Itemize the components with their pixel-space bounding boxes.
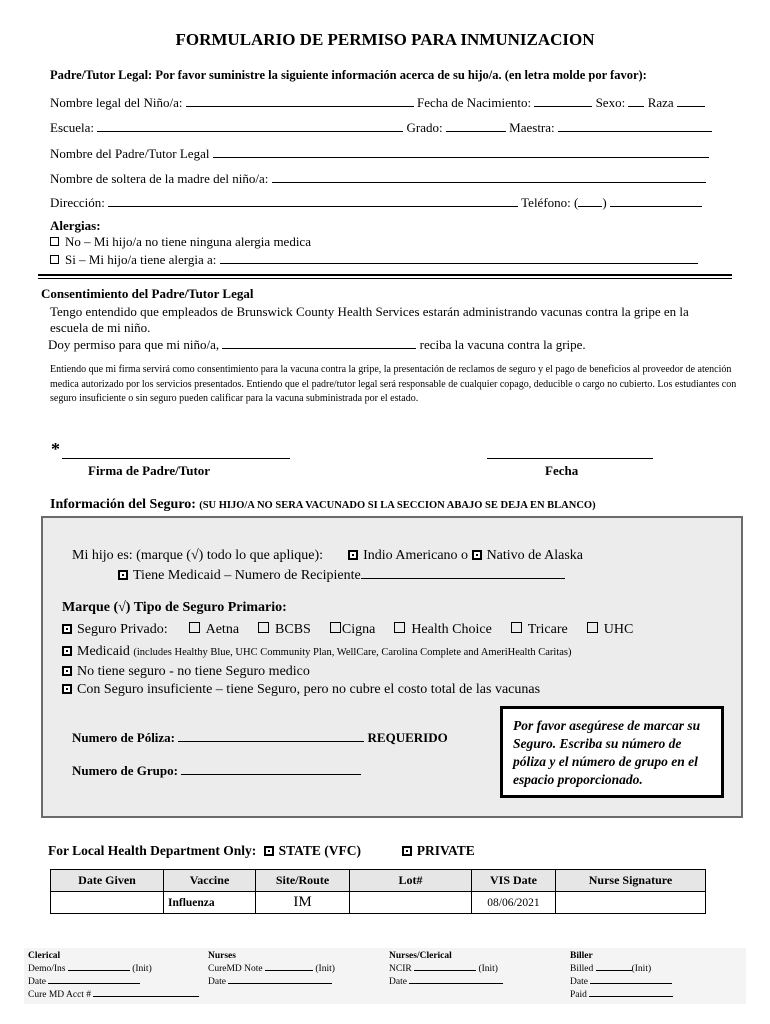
policy-label: Numero de Póliza: bbox=[72, 730, 176, 745]
clerical-acct-field[interactable] bbox=[93, 988, 199, 997]
insurance-warning: (SU HIJO/A NO SERA VACUNADO SI LA SECCION ABAJO SE DEJA EN BLANCO) bbox=[199, 500, 596, 511]
allergy-no-checkbox[interactable] bbox=[50, 237, 59, 246]
billed-label: Billed bbox=[570, 964, 594, 974]
private-checkbox[interactable] bbox=[402, 846, 412, 856]
group-row bbox=[72, 763, 361, 779]
date-label: Fecha bbox=[545, 463, 579, 478]
nurses-clerical-title: Nurses/Clerical bbox=[389, 951, 452, 961]
signature-label: Firma de Padre/Tutor bbox=[88, 463, 211, 478]
table-row bbox=[51, 892, 706, 914]
consent-heading: Consentimiento del Padre/Tutor Legal bbox=[41, 286, 254, 301]
permission-label: Doy permiso para que mi niño/a, bbox=[48, 337, 220, 352]
nurses-date-field[interactable] bbox=[228, 975, 332, 984]
insurance-notice-box: Por favor asegúrese de marcar su Seguro. Escriba su número de póliza y el número de grupo en el espacio proporcionado. bbox=[500, 706, 724, 798]
private-label: PRIVATE bbox=[416, 843, 475, 858]
address-label: Dirección: bbox=[50, 195, 105, 210]
nurses-date-label: Date bbox=[208, 977, 226, 987]
primary-insurance-options bbox=[62, 622, 633, 638]
permission-child-name-field[interactable] bbox=[222, 337, 416, 349]
form-title: FORMULARIO DE PERMISO PARA INMUNIZACION bbox=[175, 30, 595, 49]
underinsured-checkbox[interactable] bbox=[62, 684, 72, 694]
race-label: Raza bbox=[647, 95, 674, 110]
dob-field[interactable] bbox=[534, 95, 592, 107]
dob-label: Fecha de Nacimiento: bbox=[417, 95, 532, 110]
underinsured-label: Con Seguro insuficiente – tiene Seguro, pero no cubre el costo total de las vacunas bbox=[77, 682, 541, 697]
phone-label: Teléfono: ( bbox=[521, 195, 579, 210]
uhc-checkbox[interactable] bbox=[587, 622, 598, 633]
policy-row bbox=[72, 730, 448, 746]
table-header-row bbox=[51, 870, 706, 892]
parent-name-row bbox=[50, 146, 709, 162]
office-use-footer bbox=[24, 948, 746, 1004]
cell-nurse-signature[interactable] bbox=[556, 892, 706, 914]
insurance-heading-row bbox=[50, 496, 596, 513]
clerical-acct-label: Cure MD Acct # bbox=[28, 990, 92, 1000]
cell-vis-date: 08/06/2021 bbox=[472, 892, 556, 914]
nurses-note-label: CureMD Note bbox=[208, 964, 263, 974]
parent-name-label: Nombre del Padre/Tutor Legal bbox=[50, 146, 210, 161]
race-field[interactable] bbox=[677, 95, 705, 107]
cell-date-given[interactable] bbox=[51, 892, 164, 914]
medicaid-recipient-label: Tiene Medicaid – Numero de Recipiente bbox=[133, 568, 361, 583]
permission-suffix: reciba la vacuna contra la gripe. bbox=[419, 337, 586, 352]
private-insurance-checkbox[interactable] bbox=[62, 624, 72, 634]
school-label: Escuela: bbox=[50, 120, 95, 135]
allergy-detail-field[interactable] bbox=[220, 252, 698, 264]
alaska-native-checkbox[interactable] bbox=[472, 550, 482, 560]
permission-row bbox=[48, 337, 586, 353]
phone-paren: ) bbox=[602, 195, 607, 210]
grade-label: Grado: bbox=[406, 120, 443, 135]
ethnicity-row bbox=[72, 548, 583, 564]
consent-text-line2: escuela de mi niño. bbox=[50, 320, 151, 335]
cigna-label: Cigna bbox=[341, 622, 376, 637]
allergy-no-option[interactable] bbox=[50, 234, 311, 250]
medicaid-recipient-field[interactable] bbox=[361, 566, 565, 579]
billed-field[interactable] bbox=[596, 962, 632, 971]
grade-field[interactable] bbox=[446, 120, 506, 132]
required-label: REQUERIDO bbox=[367, 730, 448, 745]
no-insurance-row bbox=[62, 664, 310, 680]
no-insurance-checkbox[interactable] bbox=[62, 666, 72, 676]
medicaid-recipient-row bbox=[118, 566, 565, 584]
consent-fine-print: Entiendo que mi firma servirá como consentimiento para la vacuna contra la gripe, la presentación de reclamos de seguro y el pago de beneficios al proveedor de atención medica autorizado por los servicios presentados. Entiendo que el padre/tutor legal será responsable de cualquier copago, deducible o cargo no cubierto. Los estudiantes con seguro insuficiente o sin seguro pueden calificar para la vacuna subministrada por el estado. bbox=[50, 364, 737, 404]
ncir-label: NCIR bbox=[389, 964, 412, 974]
nurses-clerical-date-field[interactable] bbox=[409, 975, 503, 984]
address-field[interactable] bbox=[108, 195, 518, 207]
signature-line[interactable] bbox=[62, 458, 290, 459]
vaccine-admin-table bbox=[50, 869, 706, 914]
date-line[interactable] bbox=[487, 458, 653, 459]
clerical-date-field[interactable] bbox=[48, 975, 140, 984]
child-info-row bbox=[50, 95, 705, 111]
footer-nurses-clerical bbox=[389, 950, 503, 988]
private-insurance-label: Seguro Privado: bbox=[77, 622, 168, 637]
signature-asterisk: * bbox=[51, 439, 60, 459]
aetna-label: Aetna bbox=[205, 622, 240, 637]
col-nurse-signature: Nurse Signature bbox=[556, 870, 706, 892]
allergy-yes-option[interactable] bbox=[50, 252, 698, 268]
native-american-label: Indio Americano o bbox=[363, 548, 469, 563]
intro-instructions: Padre/Tutor Legal: Por favor suministre la siguiente información acerca de su hijo/a. (en letra molde por favor): bbox=[50, 68, 647, 82]
policy-number-field[interactable] bbox=[178, 730, 364, 742]
health-choice-checkbox[interactable] bbox=[394, 622, 405, 633]
phone-field[interactable] bbox=[610, 195, 702, 207]
clerical-demo-field[interactable] bbox=[68, 962, 130, 971]
nurses-init-label: (Init) bbox=[315, 964, 335, 974]
child-is-label: Mi hijo es: (marque (√) todo lo que aplique): bbox=[72, 548, 324, 563]
biller-date-field[interactable] bbox=[590, 975, 672, 984]
cell-vaccine: Influenza bbox=[164, 892, 256, 914]
group-label: Numero de Grupo: bbox=[72, 763, 178, 778]
cell-site-route: IM bbox=[256, 892, 350, 914]
no-insurance-label: No tiene seguro - no tiene Seguro medico bbox=[77, 664, 310, 679]
school-field[interactable] bbox=[97, 120, 403, 132]
teacher-field[interactable] bbox=[558, 120, 712, 132]
teacher-label: Maestra: bbox=[509, 120, 555, 135]
health-choice-label: Health Choice bbox=[411, 622, 492, 637]
school-info-row bbox=[50, 120, 712, 136]
ncir-field[interactable] bbox=[414, 962, 476, 971]
native-american-checkbox[interactable] bbox=[348, 550, 358, 560]
paid-label: Paid bbox=[570, 990, 587, 1000]
clerical-init-label: (Init) bbox=[132, 964, 152, 974]
col-date-given: Date Given bbox=[51, 870, 164, 892]
footer-biller bbox=[570, 950, 673, 1001]
medicaid-row bbox=[62, 644, 572, 660]
child-name-label: Nombre legal del Niño/a: bbox=[50, 95, 183, 110]
col-site-route: Site/Route bbox=[256, 870, 350, 892]
billed-init-label: (Init) bbox=[631, 964, 652, 974]
consent-text-line1: Tengo entendido que empleados de Brunswick County Health Services estarán administrando vacunas contra la gripe en la bbox=[50, 304, 689, 319]
biller-title: Biller bbox=[570, 951, 593, 961]
col-vis-date: VIS Date bbox=[472, 870, 556, 892]
allergy-no-label: No – Mi hijo/a no tiene ninguna alergia medica bbox=[65, 234, 311, 249]
tricare-label: Tricare bbox=[527, 622, 568, 637]
insurance-heading: Información del Seguro: bbox=[50, 497, 196, 512]
health-dept-row bbox=[48, 843, 475, 859]
mother-maiden-label: Nombre de soltera de la madre del niño/a: bbox=[50, 171, 269, 186]
footer-nurses bbox=[208, 950, 335, 988]
clerical-date-label: Date bbox=[28, 977, 46, 987]
cigna-checkbox[interactable] bbox=[330, 622, 341, 633]
mother-maiden-field[interactable] bbox=[272, 171, 706, 183]
bcbs-checkbox[interactable] bbox=[258, 622, 269, 633]
health-dept-label: For Local Health Department Only: bbox=[48, 843, 257, 858]
col-vaccine: Vaccine bbox=[164, 870, 256, 892]
ncir-init-label: (Init) bbox=[478, 964, 498, 974]
footer-clerical bbox=[28, 950, 199, 1001]
medicaid-recipient-checkbox[interactable] bbox=[118, 570, 128, 580]
medicaid-label: Medicaid bbox=[77, 644, 130, 659]
state-vfc-checkbox[interactable] bbox=[264, 846, 274, 856]
state-vfc-label: STATE (VFC) bbox=[278, 843, 361, 858]
allergies-heading: Alergias: bbox=[50, 218, 101, 233]
underinsured-row bbox=[62, 682, 540, 698]
group-number-field[interactable] bbox=[181, 763, 361, 775]
mother-maiden-row bbox=[50, 171, 706, 187]
area-code-field[interactable] bbox=[578, 195, 602, 207]
clerical-title: Clerical bbox=[28, 951, 61, 961]
child-name-field[interactable] bbox=[186, 95, 414, 107]
clerical-demo-label: Demo/Ins bbox=[28, 964, 66, 974]
parent-name-field[interactable] bbox=[213, 146, 709, 158]
aetna-checkbox[interactable] bbox=[189, 622, 200, 633]
medicaid-checkbox[interactable] bbox=[62, 646, 72, 656]
sex-field[interactable] bbox=[628, 95, 644, 107]
biller-date-label: Date bbox=[570, 977, 588, 987]
section-divider bbox=[38, 274, 732, 279]
primary-insurance-heading: Marque (√) Tipo de Seguro Primario: bbox=[62, 600, 287, 615]
medicaid-note: (includes Healthy Blue, UHC Community Plan, WellCare, Carolina Complete and AmeriHealth Caritas) bbox=[133, 647, 572, 658]
sex-label: Sexo: bbox=[595, 95, 626, 110]
nurses-title: Nurses bbox=[208, 951, 236, 961]
nurses-note-field[interactable] bbox=[265, 962, 313, 971]
alaska-native-label: Nativo de Alaska bbox=[486, 548, 583, 563]
allergy-yes-checkbox[interactable] bbox=[50, 255, 59, 264]
tricare-checkbox[interactable] bbox=[511, 622, 522, 633]
allergy-yes-label: Si – Mi hijo/a tiene alergia a: bbox=[65, 252, 217, 267]
bcbs-label: BCBS bbox=[275, 622, 311, 637]
col-lot: Lot# bbox=[350, 870, 472, 892]
uhc-label: UHC bbox=[603, 622, 634, 637]
paid-field[interactable] bbox=[589, 988, 673, 997]
nurses-clerical-date-label: Date bbox=[389, 977, 407, 987]
address-row bbox=[50, 195, 702, 211]
cell-lot[interactable] bbox=[350, 892, 472, 914]
